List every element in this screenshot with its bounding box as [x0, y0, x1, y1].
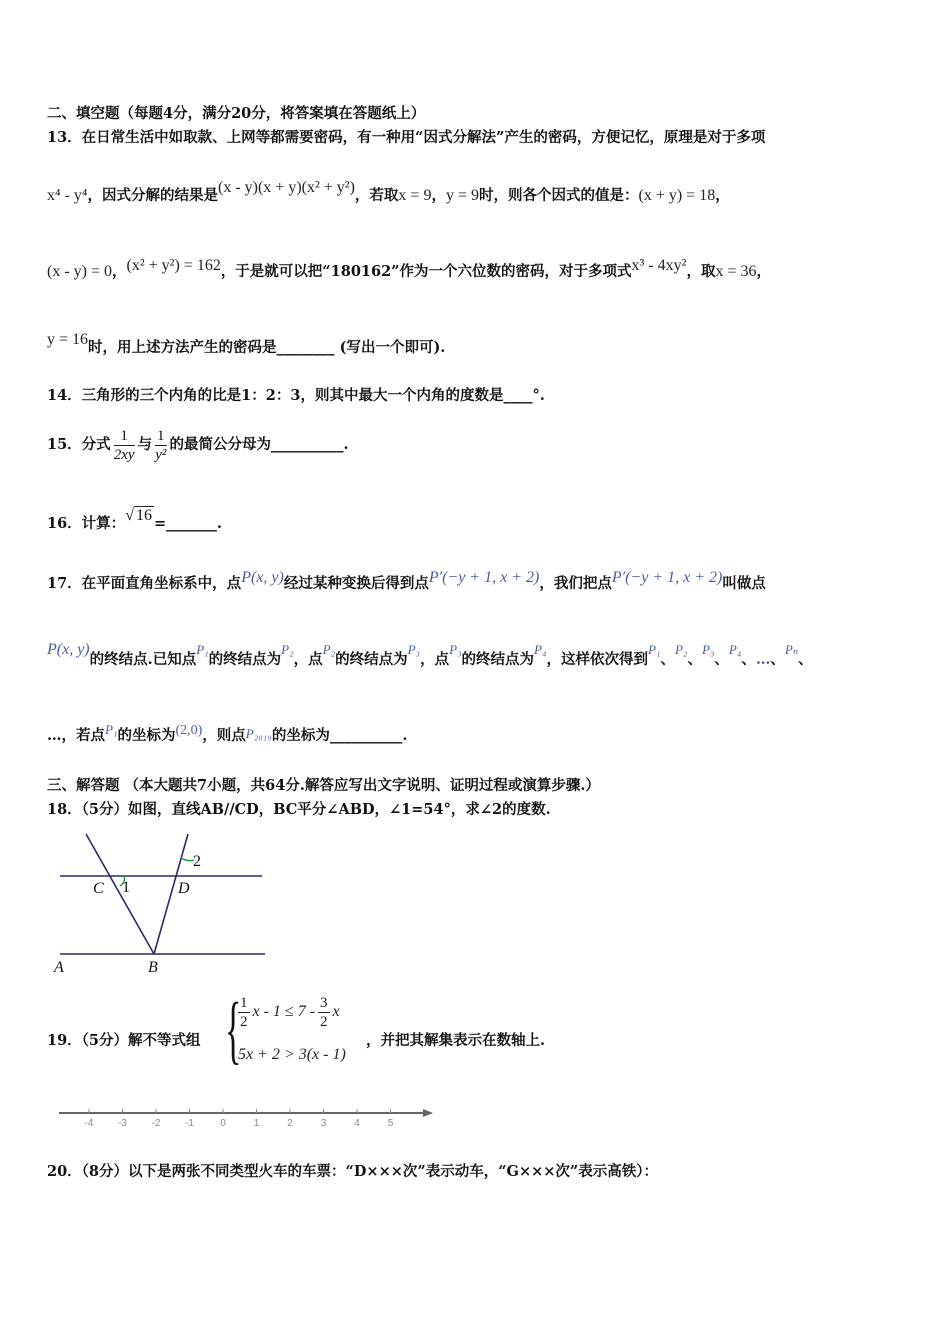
axis-tick-label: 0: [220, 1118, 226, 1129]
value-x-plus-y: (x + y) = 18: [638, 187, 716, 204]
point-p-prime-2: P′(−y + 1, x + 2): [611, 569, 723, 586]
number-line: [55, 1104, 435, 1130]
axis-tick-label: -1: [185, 1118, 194, 1129]
axis-tick-label: 5: [387, 1118, 394, 1129]
section-3-title: 三、解答题 （本大题共7小题，共64分.解答应写出文字说明、证明过程或演算步骤.）: [47, 777, 600, 794]
q13-line3: (x - y) = 0，(x² + y²) = 162，于是就可以把“180162”作为一个六位数的密码，对于多项式x³ - 4xy²，取x = 36，: [47, 257, 771, 280]
fraction-1-over-2xy: $\frac{1}{2xy}$: [113, 427, 135, 463]
axis-tick-label: -4: [84, 1118, 94, 1129]
q19-pre: 19．（5分）解不等式组: [47, 1032, 201, 1049]
axis-tick-label: 4: [354, 1118, 360, 1129]
system-brace: {: [225, 988, 242, 1072]
expr-factored: (x - y)(x + y)(x² + y²): [217, 179, 355, 196]
fraction-1-over-y2: $\frac{1}{\text{y²}}$: [155, 427, 167, 463]
axis-tick-label: 2: [287, 1118, 293, 1129]
svg-text:1: 1: [122, 879, 130, 896]
y-equals-9: y = 9: [445, 187, 479, 204]
q18-figure: [50, 830, 270, 980]
q17-line1: 17．在平面直角坐标系中，点P(x, y)经过某种变换后得到点P′(−y + 1, x + 2)，我们把点P′(−y + 1, x + 2)叫做点: [47, 569, 766, 592]
inequality-2: 5x + 2 > 3(x - 1): [238, 1046, 346, 1063]
q19-post: ，并把其解集表示在数轴上.: [366, 1032, 546, 1049]
x-equals-9: x = 9: [398, 187, 432, 204]
point-p2019: P₂₀₁₉: [245, 726, 272, 741]
inequality-1: $\frac{1}{2}$ x - 1 ≤ 7 - $\frac{3}{2}$ x: [240, 995, 340, 1030]
expr-x3-4xy2: x³ - 4xy²: [631, 257, 687, 274]
x-equals-36: x = 36: [715, 263, 757, 280]
svg-text:A: A: [54, 959, 64, 976]
q18-text: 18．（5分）如图，直线AB//CD，BC平分∠ABD，∠1=54°，求∠2的度数.: [47, 801, 551, 818]
axis-tick-label: 1: [253, 1118, 260, 1129]
q13-line2: x⁴ - y⁴，因式分解的结果是(x - y)(x + y)(x² + y²)，若取x = 9，y = 9时，则各个因式的值是：(x + y) = 18，: [47, 179, 730, 204]
sqrt-16: √ 16: [125, 507, 152, 524]
q17-line2: P(x, y)的终结点.已知点P₁的终结点为P₂，点P₂的终结点为P₃，点P₃的终结点为P₄，这样依次得到P₁、P₂、P₃、P₄、…、Pₙ、: [47, 641, 813, 668]
svg-text:D: D: [178, 880, 190, 897]
point-p: P(x, y): [241, 569, 284, 586]
point-p-prime: P′(−y + 1, x + 2): [428, 569, 540, 586]
q20-text: 20．（8分）以下是两张不同类型火车的车票：“D×××次”表示动车，“G×××次”表示高铁）：: [47, 1163, 658, 1180]
q16: 16．计算：√ 16 =_______.: [47, 507, 222, 532]
value-x2-plus-y2: (x² + y²) = 162: [126, 257, 221, 274]
section-2-title: 二、填空题（每题4分，满分20分，将答案填在答题纸上）: [47, 105, 426, 122]
svg-text:B: B: [148, 959, 158, 976]
q15: 15．分式 $\frac{1}{2xy}$ 与 $\frac{1}{\text{y²}}$ 的最简公分母为__________.: [47, 427, 349, 463]
q13-line1: 13．在日常生活中如取款、上网等都需要密码，有一种用“因式分解法”产生的密码，方便记忆，原理是对于多项: [47, 129, 766, 146]
value-x-minus-y: (x - y) = 0: [47, 263, 113, 280]
y-equals-16: y = 16: [47, 331, 89, 348]
q17-line3: …，若点P₁的坐标为(2,0)，则点P₂₀₁₉的坐标为__________.: [47, 722, 408, 744]
axis-tick-label: 3: [320, 1118, 327, 1129]
svg-text:2: 2: [193, 853, 201, 870]
svg-text:C: C: [93, 880, 104, 897]
expr-x4-y4: x⁴ - y⁴: [47, 187, 88, 204]
coord-2-0: (2,0): [175, 723, 203, 738]
axis-tick-label: -3: [118, 1118, 127, 1129]
q13-line4: y = 16时，用上述方法产生的密码是________ (写出一个即可).: [47, 331, 446, 356]
axis-tick-label: -2: [151, 1118, 161, 1129]
q14: 14．三角形的三个内角的比是1：2：3，则其中最大一个内角的度数是____°.: [47, 387, 545, 404]
